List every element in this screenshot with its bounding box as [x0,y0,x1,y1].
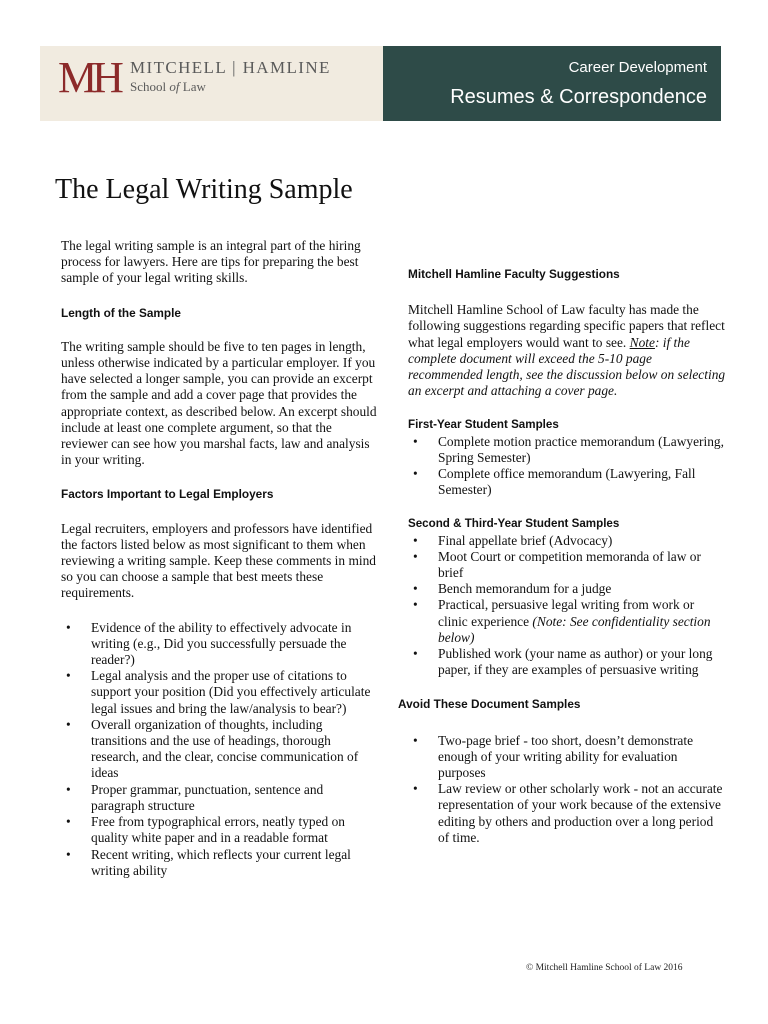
logo-name: MITCHELL | HAMLINE [130,58,331,77]
logo-mark: MH [58,53,119,102]
list-item: • Two-page brief - too short, doesn’t demonstrate enough of your writing ability for evaluation purposes [408,733,726,782]
list-item: • Final appellate brief (Advocacy) [408,533,726,549]
list-item: • Evidence of the ability to effectively advocate in writing (e.g., Did you successfully persuade the reader?) [61,620,379,669]
header-logo-panel [40,46,383,121]
first-year-list [408,434,726,499]
faculty-heading: Mitchell Hamline Faculty Suggestions [408,267,620,281]
avoid-list [408,733,726,846]
copyright-footer: © Mitchell Hamline School of Law 2016 [526,963,683,973]
logo-subtitle: School of Law [130,79,206,94]
left-column [61,238,379,879]
list-item: • Overall organization of thoughts, including transitions and the use of headings, thorough research, and the clear, concise communication of ideas [61,717,379,782]
list-item: • Complete motion practice memorandum (Lawyering, Spring Semester) [408,434,726,466]
second-third-heading: Second & Third-Year Student Samples [408,517,620,531]
length-paragraph: The writing sample should be five to ten pages in length, unless otherwise indicated by a particular employer. If you have selected a longer sample, you can provide an excerpt from the sample and add a cover page that provides the appropriate context, as described below. An excerpt should include at least one complete argument, so that the reviewer can see how you marshal facts, law and analysis in your writing. [61,338,377,468]
intro-paragraph: The legal writing sample is an integral part of the hiring process for lawyers. Here are tips for preparing the best sample of your legal writing skills. [61,238,361,286]
list-item: • Law review or other scholarly work - not an accurate representation of your work because of the extensive editing by others and production over a long period of time. [408,781,726,846]
avoid-heading: Avoid These Document Samples [398,697,581,712]
note-text: if the complete document will exceed the 5-10 page recommended length, see the discussion below on selecting an excerpt and attaching a cover page. [408,334,726,399]
faculty-paragraph: Mitchell Hamline School of Law faculty has made the following suggestions regarding specific papers that reflect what legal employers would want to see. Note: if the complete document will exceed the 5-10 page recommended length, see the discussion below on selecting an excerpt and attaching a cover page. [408,302,726,399]
list-item: • Bench memorandum for a judge [408,581,726,597]
confidentiality-note: (Note: See confidentiality section below) [438,613,711,645]
list-item: • Free from typographical errors, neatly typed on quality white paper and in a readable format [61,814,379,846]
length-heading: Length of the Sample [61,305,181,320]
first-year-heading: First-Year Student Samples [408,418,559,432]
factors-heading: Factors Important to Legal Employers [61,487,274,502]
second-third-list [408,533,726,679]
list-item: • Complete office memorandum (Lawyering, Fall Semester) [408,466,726,498]
list-item: • Proper grammar, punctuation, sentence and paragraph structure [61,782,379,814]
list-item: • Practical, persuasive legal writing from work or clinic experience (Note: See confidentiality section below) [408,597,726,646]
list-item: • Published work (your name as author) or your long paper, if they are examples of persuasive writing [408,646,726,678]
list-item: • Legal analysis and the proper use of citations to support your position (Did you effectively articulate legal issues and bring the law/analysis to bear?) [61,668,379,717]
header-career: Career Development [568,59,707,76]
note-label: Note [629,334,655,350]
list-item: • Moot Court or competition memoranda of law or brief [408,549,726,581]
factors-paragraph: Legal recruiters, employers and professors have identified the factors listed below as most significant to them when reviewing a writing sample. Keep these comments in mind so you can choose a sample that best meets these requirements. [61,520,376,601]
right-column [398,266,726,846]
list-item: • Recent writing, which reflects your current legal writing ability [61,847,379,879]
factors-list [61,620,379,879]
header-resumes: Resumes & Correspondence [450,86,707,108]
page-title: The Legal Writing Sample [55,174,353,205]
header-banner [383,46,721,121]
